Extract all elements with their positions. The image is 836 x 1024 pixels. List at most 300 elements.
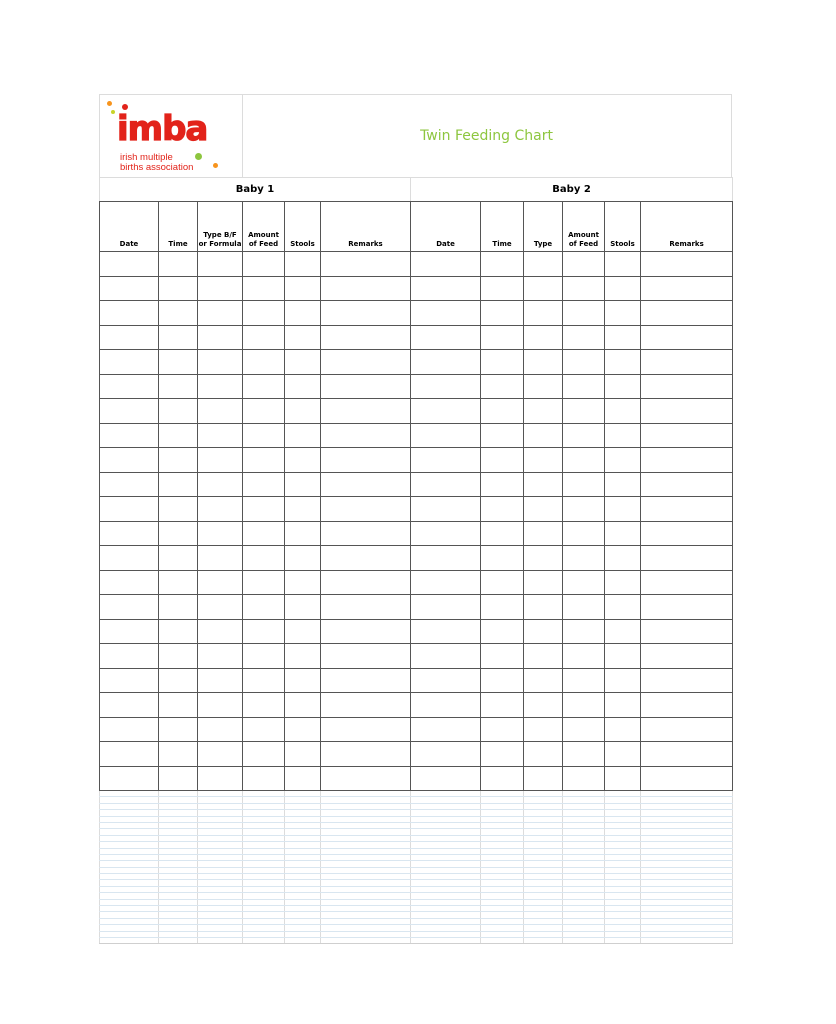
entry-cell[interactable]: [411, 742, 481, 767]
entry-cell[interactable]: [411, 276, 481, 301]
entry-cell[interactable]: [524, 693, 563, 718]
col-header: Remarks: [321, 202, 411, 252]
entry-cell[interactable]: [411, 570, 481, 595]
entry-cell[interactable]: [321, 399, 411, 424]
entry-cell[interactable]: [198, 252, 243, 277]
entry-cell[interactable]: [605, 766, 641, 791]
entry-cell[interactable]: [243, 472, 285, 497]
entry-cell[interactable]: [100, 423, 159, 448]
entry-cell[interactable]: [243, 497, 285, 522]
logo-dot-icon: [107, 101, 112, 106]
entry-cell[interactable]: [563, 276, 605, 301]
entry-cell[interactable]: [243, 374, 285, 399]
entry-cell[interactable]: [641, 448, 733, 473]
entry-cell[interactable]: [321, 301, 411, 326]
entry-cell[interactable]: [411, 668, 481, 693]
entry-cell[interactable]: [605, 374, 641, 399]
entry-cell[interactable]: [411, 448, 481, 473]
entry-cell[interactable]: [100, 448, 159, 473]
entry-cell[interactable]: [159, 325, 198, 350]
entry-cell[interactable]: [481, 276, 524, 301]
gridline-cell: [243, 937, 285, 943]
entry-cell[interactable]: [605, 276, 641, 301]
entry-cell[interactable]: [243, 668, 285, 693]
entry-cell[interactable]: [159, 399, 198, 424]
entry-cell[interactable]: [524, 570, 563, 595]
entry-cell[interactable]: [100, 301, 159, 326]
entry-cell[interactable]: [641, 742, 733, 767]
entry-cell[interactable]: [198, 766, 243, 791]
entry-cell[interactable]: [285, 570, 321, 595]
table-row: [100, 521, 733, 546]
gridline-cell: [641, 937, 733, 943]
entry-cell[interactable]: [411, 325, 481, 350]
logo-tagline-line2: births association: [120, 162, 194, 173]
entry-cell[interactable]: [641, 619, 733, 644]
entry-cell[interactable]: [641, 301, 733, 326]
entry-cell[interactable]: [481, 472, 524, 497]
entry-cell[interactable]: [524, 423, 563, 448]
entry-cell[interactable]: [198, 472, 243, 497]
entry-cell[interactable]: [481, 546, 524, 571]
col-header: Stools: [285, 202, 321, 252]
entry-cell[interactable]: [641, 399, 733, 424]
entry-cell[interactable]: [524, 668, 563, 693]
entry-cell[interactable]: [321, 472, 411, 497]
entry-cell[interactable]: [159, 742, 198, 767]
entry-cell[interactable]: [100, 766, 159, 791]
entry-cell[interactable]: [605, 472, 641, 497]
entry-cell[interactable]: [481, 448, 524, 473]
entry-cell[interactable]: [285, 423, 321, 448]
entry-cell[interactable]: [285, 693, 321, 718]
entry-cell[interactable]: [563, 570, 605, 595]
entry-cell[interactable]: [159, 668, 198, 693]
entry-cell[interactable]: [563, 595, 605, 620]
entry-cell[interactable]: [285, 472, 321, 497]
entry-cell[interactable]: [321, 374, 411, 399]
gridline-cell: [411, 937, 481, 943]
entry-cell[interactable]: [198, 546, 243, 571]
entry-cell[interactable]: [563, 423, 605, 448]
entry-cell[interactable]: [563, 472, 605, 497]
entry-cell[interactable]: [411, 766, 481, 791]
entry-cell[interactable]: [524, 448, 563, 473]
entry-cell[interactable]: [605, 301, 641, 326]
entry-cell[interactable]: [481, 521, 524, 546]
entry-cell[interactable]: [524, 644, 563, 669]
col-header: Amount of Feed: [243, 202, 285, 252]
entry-cell[interactable]: [285, 521, 321, 546]
entry-cell[interactable]: [481, 766, 524, 791]
entry-cell[interactable]: [321, 619, 411, 644]
entry-cell[interactable]: [198, 668, 243, 693]
entry-cell[interactable]: [411, 497, 481, 522]
entry-cell[interactable]: [321, 423, 411, 448]
entry-cell[interactable]: [159, 301, 198, 326]
entry-cell[interactable]: [605, 546, 641, 571]
entry-cell[interactable]: [321, 742, 411, 767]
entry-cell[interactable]: [321, 350, 411, 375]
entry-cell[interactable]: [563, 325, 605, 350]
entry-cell[interactable]: [411, 350, 481, 375]
entry-cell[interactable]: [563, 448, 605, 473]
entry-cell[interactable]: [198, 423, 243, 448]
entry-cell[interactable]: [641, 325, 733, 350]
entry-cell[interactable]: [243, 350, 285, 375]
table-row: [100, 717, 733, 742]
entry-cell[interactable]: [605, 448, 641, 473]
entry-cell[interactable]: [563, 521, 605, 546]
entry-cell[interactable]: [563, 350, 605, 375]
col-header: Type: [524, 202, 563, 252]
entry-cell[interactable]: [411, 472, 481, 497]
entry-cell[interactable]: [198, 521, 243, 546]
table-row: [100, 497, 733, 522]
entry-cell[interactable]: [641, 276, 733, 301]
entry-cell[interactable]: [563, 668, 605, 693]
entry-cell[interactable]: [159, 521, 198, 546]
entry-cell[interactable]: [481, 668, 524, 693]
entry-cell[interactable]: [100, 472, 159, 497]
entry-cell[interactable]: [524, 325, 563, 350]
entry-cell[interactable]: [100, 546, 159, 571]
column-header-row: [100, 202, 733, 252]
entry-cell[interactable]: [243, 766, 285, 791]
entry-cell[interactable]: [198, 742, 243, 767]
entry-cell[interactable]: [100, 619, 159, 644]
entry-cell[interactable]: [411, 693, 481, 718]
entry-cell[interactable]: [285, 595, 321, 620]
entry-cell[interactable]: [481, 742, 524, 767]
entry-cell[interactable]: [524, 717, 563, 742]
entry-cell[interactable]: [285, 276, 321, 301]
entry-cell[interactable]: [198, 350, 243, 375]
entry-cell[interactable]: [563, 619, 605, 644]
entry-cell[interactable]: [411, 374, 481, 399]
entry-cell[interactable]: [159, 497, 198, 522]
entry-cell[interactable]: [563, 374, 605, 399]
entry-cell[interactable]: [641, 350, 733, 375]
entry-cell[interactable]: [321, 693, 411, 718]
entry-cell[interactable]: [605, 497, 641, 522]
entry-cell[interactable]: [243, 546, 285, 571]
entry-cell[interactable]: [605, 350, 641, 375]
entry-cell[interactable]: [159, 448, 198, 473]
entry-cell[interactable]: [411, 644, 481, 669]
entry-cell[interactable]: [641, 252, 733, 277]
col-header: Stools: [605, 202, 641, 252]
entry-cell[interactable]: [411, 399, 481, 424]
entry-cell[interactable]: [198, 644, 243, 669]
entry-cell[interactable]: [198, 693, 243, 718]
entry-cell[interactable]: [641, 644, 733, 669]
entry-cell[interactable]: [159, 595, 198, 620]
entry-cell[interactable]: [285, 717, 321, 742]
entry-cell[interactable]: [198, 570, 243, 595]
entry-cell[interactable]: [524, 595, 563, 620]
entry-cell[interactable]: [641, 472, 733, 497]
entry-cell[interactable]: [411, 619, 481, 644]
entry-cell[interactable]: [243, 619, 285, 644]
entry-cell[interactable]: [243, 595, 285, 620]
entry-cell[interactable]: [321, 717, 411, 742]
entry-cell[interactable]: [285, 325, 321, 350]
entry-cell[interactable]: [321, 668, 411, 693]
entry-cell[interactable]: [285, 766, 321, 791]
entry-cell[interactable]: [605, 570, 641, 595]
logo-wordmark: imba: [117, 109, 208, 149]
gridline-cell: [285, 937, 321, 943]
entry-cell[interactable]: [285, 619, 321, 644]
entry-cell[interactable]: [243, 276, 285, 301]
entry-cell[interactable]: [411, 423, 481, 448]
entry-cell[interactable]: [198, 374, 243, 399]
entry-cell[interactable]: [481, 423, 524, 448]
entry-cell[interactable]: [321, 644, 411, 669]
entry-cell[interactable]: [285, 668, 321, 693]
entry-cell[interactable]: [321, 766, 411, 791]
entry-cell[interactable]: [481, 570, 524, 595]
entry-cell[interactable]: [321, 252, 411, 277]
entry-cell[interactable]: [100, 252, 159, 277]
entry-cell[interactable]: [641, 717, 733, 742]
entry-cell[interactable]: [159, 374, 198, 399]
entry-cell[interactable]: [524, 374, 563, 399]
entry-cell[interactable]: [605, 595, 641, 620]
logo-dot-icon: [111, 110, 115, 114]
entry-cell[interactable]: [524, 399, 563, 424]
entry-cell[interactable]: [321, 497, 411, 522]
entry-cell[interactable]: [481, 399, 524, 424]
entry-cell[interactable]: [285, 252, 321, 277]
entry-cell[interactable]: [524, 619, 563, 644]
imba-logo: [100, 95, 243, 177]
entry-cell[interactable]: [524, 521, 563, 546]
entry-cell[interactable]: [605, 742, 641, 767]
entry-cell[interactable]: [481, 374, 524, 399]
entry-cell[interactable]: [563, 546, 605, 571]
entry-cell[interactable]: [481, 497, 524, 522]
entry-cell[interactable]: [321, 448, 411, 473]
table-row: [100, 570, 733, 595]
table-row: [100, 350, 733, 375]
entry-cell[interactable]: [321, 570, 411, 595]
entry-cell[interactable]: [243, 399, 285, 424]
entry-cell[interactable]: [100, 668, 159, 693]
entry-cell[interactable]: [100, 276, 159, 301]
entry-cell[interactable]: [243, 693, 285, 718]
feeding-chart-sheet: [99, 94, 732, 944]
entry-cell[interactable]: [159, 546, 198, 571]
entry-cell[interactable]: [100, 742, 159, 767]
entry-cell[interactable]: [159, 276, 198, 301]
entry-cell[interactable]: [524, 276, 563, 301]
entry-cell[interactable]: [605, 423, 641, 448]
entry-cell[interactable]: [321, 595, 411, 620]
entry-cell[interactable]: [524, 497, 563, 522]
entry-cell[interactable]: [411, 717, 481, 742]
feeding-table: [99, 177, 733, 944]
entry-cell[interactable]: [159, 472, 198, 497]
entry-cell[interactable]: [198, 717, 243, 742]
gridline-cell: [605, 937, 641, 943]
entry-cell[interactable]: [198, 301, 243, 326]
entry-cell[interactable]: [100, 374, 159, 399]
entry-cell[interactable]: [641, 423, 733, 448]
entry-cell[interactable]: [605, 325, 641, 350]
entry-cell[interactable]: [411, 301, 481, 326]
entry-cell[interactable]: [563, 252, 605, 277]
entry-cell[interactable]: [285, 742, 321, 767]
entry-cell[interactable]: [563, 766, 605, 791]
entry-cell[interactable]: [198, 497, 243, 522]
entry-cell[interactable]: [243, 717, 285, 742]
entry-cell[interactable]: [159, 693, 198, 718]
entry-cell[interactable]: [481, 350, 524, 375]
entry-cell[interactable]: [243, 252, 285, 277]
entry-cell[interactable]: [605, 521, 641, 546]
entry-cell[interactable]: [198, 276, 243, 301]
entry-cell[interactable]: [641, 595, 733, 620]
entry-cell[interactable]: [198, 619, 243, 644]
entry-cell[interactable]: [159, 252, 198, 277]
entry-cell[interactable]: [481, 301, 524, 326]
entry-cell[interactable]: [481, 595, 524, 620]
entry-cell[interactable]: [481, 325, 524, 350]
entry-cell[interactable]: [524, 472, 563, 497]
entry-cell[interactable]: [641, 521, 733, 546]
table-row: [100, 252, 733, 277]
entry-cell[interactable]: [411, 595, 481, 620]
entry-cell[interactable]: [563, 693, 605, 718]
entry-cell[interactable]: [641, 497, 733, 522]
entry-cell[interactable]: [641, 766, 733, 791]
col-header: Time: [159, 202, 198, 252]
table-row: [100, 742, 733, 767]
entry-cell[interactable]: [159, 423, 198, 448]
entry-cell[interactable]: [481, 252, 524, 277]
entry-cell[interactable]: [605, 644, 641, 669]
entry-cell[interactable]: [100, 350, 159, 375]
entry-cell[interactable]: [198, 595, 243, 620]
table-row: [100, 644, 733, 669]
entry-cell[interactable]: [524, 546, 563, 571]
entry-cell[interactable]: [411, 521, 481, 546]
entry-cell[interactable]: [100, 521, 159, 546]
entry-cell[interactable]: [481, 693, 524, 718]
entry-cell[interactable]: [285, 546, 321, 571]
entry-cell[interactable]: [159, 570, 198, 595]
entry-cell[interactable]: [159, 644, 198, 669]
entry-cell[interactable]: [605, 252, 641, 277]
entry-cell[interactable]: [100, 325, 159, 350]
entry-cell[interactable]: [563, 399, 605, 424]
entry-cell[interactable]: [198, 399, 243, 424]
table-row: [100, 619, 733, 644]
entry-cell[interactable]: [243, 448, 285, 473]
table-row: [100, 374, 733, 399]
entry-cell[interactable]: [198, 325, 243, 350]
entry-cell[interactable]: [159, 350, 198, 375]
entry-cell[interactable]: [159, 717, 198, 742]
entry-cell[interactable]: [243, 301, 285, 326]
entry-cell[interactable]: [411, 252, 481, 277]
table-row: [100, 766, 733, 791]
entry-cell[interactable]: [100, 717, 159, 742]
entry-cell[interactable]: [563, 742, 605, 767]
entry-cell[interactable]: [563, 497, 605, 522]
entry-cell[interactable]: [605, 619, 641, 644]
table-row: [100, 546, 733, 571]
entry-cell[interactable]: [243, 644, 285, 669]
entry-cell[interactable]: [100, 497, 159, 522]
entry-cell[interactable]: [524, 350, 563, 375]
col-header: Amount of Feed: [563, 202, 605, 252]
entry-cell[interactable]: [198, 448, 243, 473]
entry-cell[interactable]: [563, 717, 605, 742]
entry-cell[interactable]: [481, 644, 524, 669]
entry-cell[interactable]: [285, 301, 321, 326]
entry-cell[interactable]: [243, 570, 285, 595]
entry-cell[interactable]: [100, 693, 159, 718]
entry-cell[interactable]: [641, 668, 733, 693]
entry-cell[interactable]: [481, 717, 524, 742]
entry-cell[interactable]: [605, 399, 641, 424]
entry-cell[interactable]: [641, 374, 733, 399]
baby1-label: Baby 1: [100, 178, 411, 202]
entry-cell[interactable]: [285, 448, 321, 473]
logo-tagline: [120, 153, 193, 173]
entry-cell[interactable]: [159, 766, 198, 791]
table-row: [100, 276, 733, 301]
entry-cell[interactable]: [605, 717, 641, 742]
entry-cell[interactable]: [641, 570, 733, 595]
entry-cell[interactable]: [100, 570, 159, 595]
entry-cell[interactable]: [411, 546, 481, 571]
entry-cell[interactable]: [605, 693, 641, 718]
entry-cell[interactable]: [285, 350, 321, 375]
entry-cell[interactable]: [100, 399, 159, 424]
entry-cell[interactable]: [243, 521, 285, 546]
entry-cell[interactable]: [321, 546, 411, 571]
entry-cell[interactable]: [285, 374, 321, 399]
entry-cell[interactable]: [243, 325, 285, 350]
entry-cell[interactable]: [563, 301, 605, 326]
entry-cell[interactable]: [481, 619, 524, 644]
entry-cell[interactable]: [243, 423, 285, 448]
col-header: Time: [481, 202, 524, 252]
entry-cell[interactable]: [285, 399, 321, 424]
entry-cell[interactable]: [524, 742, 563, 767]
entry-cell[interactable]: [524, 766, 563, 791]
entry-cell[interactable]: [321, 521, 411, 546]
entry-cell[interactable]: [605, 668, 641, 693]
entry-cell[interactable]: [285, 497, 321, 522]
entry-cell[interactable]: [563, 644, 605, 669]
entry-cell[interactable]: [321, 325, 411, 350]
entry-cell[interactable]: [285, 644, 321, 669]
entry-cell[interactable]: [100, 644, 159, 669]
entry-cell[interactable]: [159, 619, 198, 644]
entry-cell[interactable]: [243, 742, 285, 767]
entry-cell[interactable]: [524, 252, 563, 277]
entry-cell[interactable]: [641, 693, 733, 718]
entry-cell[interactable]: [524, 301, 563, 326]
entry-cell[interactable]: [321, 276, 411, 301]
entry-cell[interactable]: [641, 546, 733, 571]
entry-cell[interactable]: [100, 595, 159, 620]
